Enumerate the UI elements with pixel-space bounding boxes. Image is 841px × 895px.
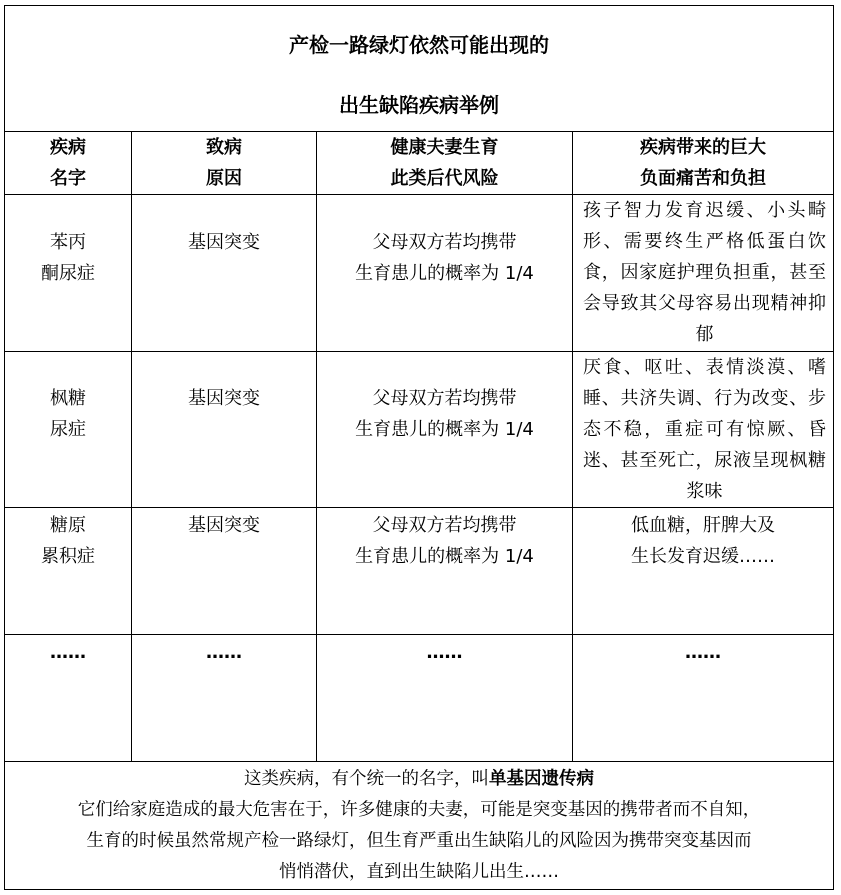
term-highlight: 单基因遗传病 — [489, 769, 594, 789]
divider — [5, 761, 833, 762]
defect-table — [4, 5, 834, 890]
title-line-1: 产检一路绿灯依然可能出现的 — [289, 33, 549, 57]
table-row-1-risk: 父母双方若均携带 生育患儿的概率为 1/4 — [355, 232, 534, 284]
header-cause: 致病 原因 — [206, 137, 242, 189]
table-row-3-name: 糖原 累积症 — [41, 515, 95, 567]
header-burden: 疾病带来的巨大 负面痛苦和负担 — [640, 137, 766, 189]
header-risk: 健康夫妻生育 此类后代风险 — [390, 137, 499, 189]
header-disease-name: 疾病 名字 — [50, 137, 86, 189]
table-title — [5, 6, 833, 131]
divider — [5, 507, 833, 508]
footer-line-2: 它们给家庭造成的最大危害在于，许多健康的夫妻，可能是突变基因的携带者而不自知， — [77, 800, 761, 820]
table-row-4-name: …… — [50, 642, 86, 663]
table-row-2-risk: 父母双方若均携带 生育患儿的概率为 1/4 — [355, 388, 534, 440]
table-row-2-name: 枫糖 尿症 — [50, 388, 86, 440]
footer-line-3: 生育的时候虽然常规产检一路绿灯，但生育严重出生缺陷儿的风险因为携带突变基因而 — [86, 831, 752, 851]
table-row-4-cause: …… — [206, 642, 242, 663]
table-row-3-cause: 基因突变 — [188, 515, 260, 536]
table-row-1-cause: 基因突变 — [188, 232, 260, 253]
title-line-2: 出生缺陷疾病举例 — [339, 93, 499, 117]
table-row-4-burden: …… — [685, 642, 721, 663]
table-row-1-name: 苯丙 酮尿症 — [41, 232, 95, 284]
footer-line-1: 这类疾病，有个统一的名字，叫单基因遗传病 — [244, 769, 594, 789]
table-row-3-risk: 父母双方若均携带 生育患儿的概率为 1/4 — [355, 515, 534, 567]
table-row-3-burden: 低血糖，肝脾大及 生长发育迟缓…… — [631, 515, 775, 567]
footer-line-4: 悄悄潜伏，直到出生缺陷儿出生…… — [279, 862, 559, 882]
footer-note — [5, 764, 833, 888]
table-row-2-burden: 厌食、呕吐、表情淡漠、嗜睡、共济失调、行为改变、步态不稳，重症可有惊厥、昏迷、甚至死亡，尿液呈现枫糖浆味 — [583, 357, 826, 502]
table-row-4-risk: …… — [426, 642, 463, 663]
divider — [5, 634, 833, 635]
table-row-2-cause: 基因突变 — [188, 388, 260, 409]
table-row-1-burden: 孩子智力发育迟缓、小头畸形、需要终生严格低蛋白饮食，因家庭护理负担重，甚至会导致其父母容易出现精神抑郁 — [583, 200, 826, 345]
